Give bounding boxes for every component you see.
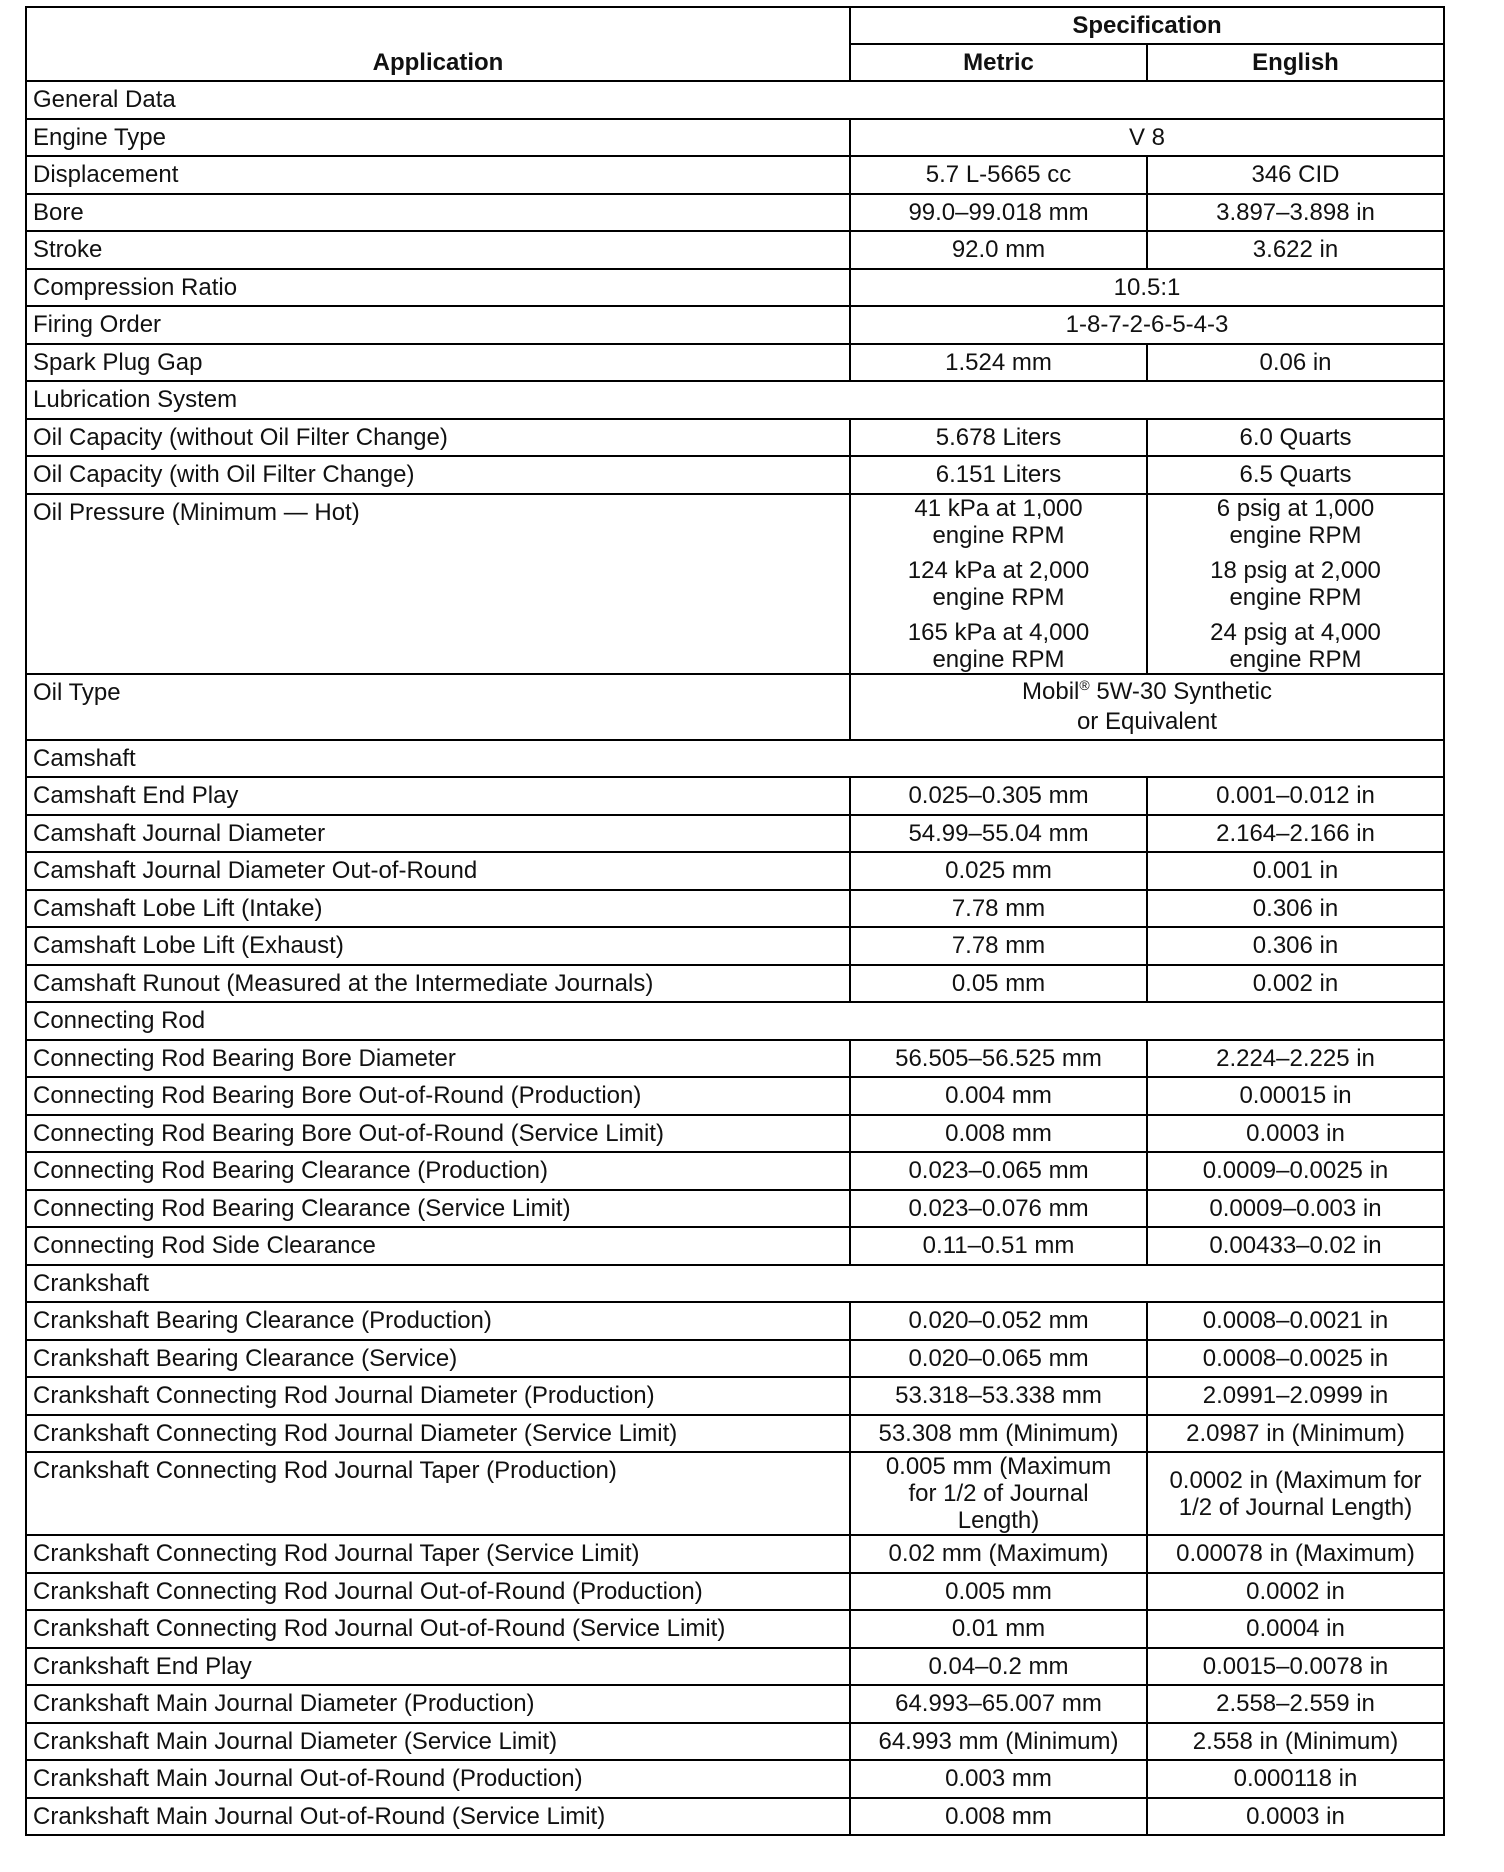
value-line: 1/2 of Journal Length): [1178, 1493, 1413, 1521]
table-body: [26, 81, 1444, 1835]
metric-value: 0.005 mm: [850, 1573, 1147, 1611]
metric-value: 5.7 L-5665 cc: [850, 156, 1147, 194]
metric-value: 0.003 mm: [850, 1760, 1147, 1798]
registered-mark: ®: [1079, 676, 1090, 693]
english-value: 0.0009–0.0025 in: [1147, 1152, 1444, 1190]
english-value: 0.001–0.012 in: [1147, 777, 1444, 815]
value-line: 0.005 mm (Maximum: [885, 1453, 1112, 1480]
section-title: Lubrication System: [26, 381, 1444, 419]
metric-value: 0.008 mm: [850, 1115, 1147, 1153]
metric-header: Metric: [850, 44, 1147, 81]
table-row: [26, 1415, 1444, 1453]
metric-value: 7.78 mm: [850, 927, 1147, 965]
application-cell: Camshaft Journal Diameter: [26, 815, 850, 853]
table-row: [26, 1077, 1444, 1115]
metric-value: 1.524 mm: [850, 344, 1147, 382]
section-row: [26, 1002, 1444, 1040]
table-row: [26, 119, 1444, 157]
application-cell: Camshaft Lobe Lift (Exhaust): [26, 927, 850, 965]
english-value: 0.0003 in: [1147, 1798, 1444, 1836]
table-row: [26, 1152, 1444, 1190]
value-line: engine RPM: [1229, 645, 1362, 673]
application-cell: Camshaft Lobe Lift (Intake): [26, 890, 850, 928]
metric-value: 7.78 mm: [850, 890, 1147, 928]
table-row: [26, 1452, 1444, 1535]
header-row-top: [26, 7, 1444, 44]
value-line: 18 psig at 2,000: [1210, 556, 1381, 584]
application-cell: Crankshaft Connecting Rod Journal Out-of-Round (Production): [26, 1573, 850, 1611]
application-cell: Spark Plug Gap: [26, 344, 850, 382]
application-cell: Displacement: [26, 156, 850, 194]
table-row: [26, 231, 1444, 269]
application-cell: Connecting Rod Bearing Bore Out-of-Round (Production): [26, 1077, 850, 1115]
table-header: [26, 7, 1444, 81]
table-row: [26, 1648, 1444, 1686]
metric-value: [850, 494, 1147, 674]
value-line: 165 kPa at 4,000: [907, 618, 1090, 646]
english-value: 2.558–2.559 in: [1147, 1685, 1444, 1723]
metric-value: 0.004 mm: [850, 1077, 1147, 1115]
application-cell: Crankshaft Connecting Rod Journal Diameter (Service Limit): [26, 1415, 850, 1453]
application-cell: Camshaft Journal Diameter Out-of-Round: [26, 852, 850, 890]
english-value: 6.0 Quarts: [1147, 419, 1444, 457]
oil-grade: 5W-30 Synthetic: [1089, 677, 1272, 705]
english-value: 0.00433–0.02 in: [1147, 1227, 1444, 1265]
value-line: 41 kPa at 1,000: [914, 494, 1083, 522]
value-group: [857, 1453, 1140, 1534]
section-row: [26, 81, 1444, 119]
table-row: [26, 1573, 1444, 1611]
metric-value: 53.318–53.338 mm: [850, 1377, 1147, 1415]
english-value: 0.06 in: [1147, 344, 1444, 382]
application-cell: Connecting Rod Side Clearance: [26, 1227, 850, 1265]
application-cell: Crankshaft Main Journal Diameter (Production): [26, 1685, 850, 1723]
application-cell: Oil Pressure (Minimum — Hot): [26, 494, 850, 674]
metric-value: 0.01 mm: [850, 1610, 1147, 1648]
english-value: 0.002 in: [1147, 965, 1444, 1003]
engine-spec-table: [25, 6, 1445, 1836]
table-row: [26, 852, 1444, 890]
specification-header: Specification: [850, 7, 1444, 44]
english-value: 0.00015 in: [1147, 1077, 1444, 1115]
metric-value: 54.99–55.04 mm: [850, 815, 1147, 853]
application-cell: Crankshaft Main Journal Out-of-Round (Production): [26, 1760, 850, 1798]
english-value: 0.000118 in: [1147, 1760, 1444, 1798]
table-row: [26, 494, 1444, 674]
english-value: 2.0987 in (Minimum): [1147, 1415, 1444, 1453]
metric-value: 0.008 mm: [850, 1798, 1147, 1836]
metric-value: 64.993 mm (Minimum): [850, 1723, 1147, 1761]
spec-value-span: 10.5:1: [850, 269, 1444, 307]
spec-value-span: 1-8-7-2-6-5-4-3: [850, 306, 1444, 344]
value-group: [857, 557, 1140, 611]
english-value: 0.0002 in: [1147, 1573, 1444, 1611]
table-row: [26, 890, 1444, 928]
section-title: Camshaft: [26, 740, 1444, 778]
application-cell: Oil Capacity (without Oil Filter Change): [26, 419, 850, 457]
value-group: [1154, 495, 1437, 549]
table-row: [26, 1227, 1444, 1265]
table-row: [26, 815, 1444, 853]
table-row: [26, 456, 1444, 494]
value-group: [1154, 557, 1437, 611]
english-header: English: [1147, 44, 1444, 81]
english-value: 0.306 in: [1147, 890, 1444, 928]
application-cell: Crankshaft Main Journal Diameter (Service Limit): [26, 1723, 850, 1761]
table-row: [26, 1535, 1444, 1573]
application-cell: Camshaft Runout (Measured at the Intermediate Journals): [26, 965, 850, 1003]
table-row: [26, 1723, 1444, 1761]
spec-value-span: V 8: [850, 119, 1444, 157]
table-row: [26, 674, 1444, 740]
english-value: 2.0991–2.0999 in: [1147, 1377, 1444, 1415]
table-row: [26, 1760, 1444, 1798]
metric-value: 5.678 Liters: [850, 419, 1147, 457]
english-value: 0.0004 in: [1147, 1610, 1444, 1648]
metric-value: 6.151 Liters: [850, 456, 1147, 494]
english-value: 0.001 in: [1147, 852, 1444, 890]
application-cell: Engine Type: [26, 119, 850, 157]
application-cell: Stroke: [26, 231, 850, 269]
value-line: engine RPM: [1229, 521, 1362, 549]
metric-value: 0.025 mm: [850, 852, 1147, 890]
english-value: 2.558 in (Minimum): [1147, 1723, 1444, 1761]
table-row: [26, 1115, 1444, 1153]
english-value: [1147, 494, 1444, 674]
english-value: 0.00078 in (Maximum): [1147, 1535, 1444, 1573]
application-cell: Connecting Rod Bearing Bore Diameter: [26, 1040, 850, 1078]
english-value: 0.0008–0.0025 in: [1147, 1340, 1444, 1378]
table-row: [26, 965, 1444, 1003]
table-row: [26, 1302, 1444, 1340]
application-cell: Crankshaft Connecting Rod Journal Taper (Service Limit): [26, 1535, 850, 1573]
english-value: 0.0009–0.003 in: [1147, 1190, 1444, 1228]
table-row: [26, 306, 1444, 344]
application-cell: Oil Type: [26, 674, 850, 740]
application-cell: Crankshaft Bearing Clearance (Service): [26, 1340, 850, 1378]
table-row: [26, 156, 1444, 194]
application-cell: Oil Capacity (with Oil Filter Change): [26, 456, 850, 494]
section-title: Connecting Rod: [26, 1002, 1444, 1040]
english-value: 0.0008–0.0021 in: [1147, 1302, 1444, 1340]
value-group: [1154, 619, 1437, 673]
english-value: 2.164–2.166 in: [1147, 815, 1444, 853]
value-group: [857, 619, 1140, 673]
english-value: 0.0015–0.0078 in: [1147, 1648, 1444, 1686]
application-cell: Firing Order: [26, 306, 850, 344]
value-line: 6 psig at 1,000: [1216, 494, 1375, 522]
application-cell: Camshaft End Play: [26, 777, 850, 815]
table-row: [26, 1685, 1444, 1723]
section-row: [26, 740, 1444, 778]
metric-value: 0.04–0.2 mm: [850, 1648, 1147, 1686]
english-value: [1147, 1452, 1444, 1535]
metric-value: 0.025–0.305 mm: [850, 777, 1147, 815]
table-row: [26, 194, 1444, 232]
table-row: [26, 927, 1444, 965]
table-row: [26, 1610, 1444, 1648]
table-row: [26, 777, 1444, 815]
value-line: [857, 677, 1437, 707]
application-cell: Bore: [26, 194, 850, 232]
metric-value: 53.308 mm (Minimum): [850, 1415, 1147, 1453]
table-row: [26, 1340, 1444, 1378]
english-value: 0.0003 in: [1147, 1115, 1444, 1153]
english-value: 346 CID: [1147, 156, 1444, 194]
section-row: [26, 1265, 1444, 1303]
application-cell: Connecting Rod Bearing Bore Out-of-Round (Service Limit): [26, 1115, 850, 1153]
table-row: [26, 1798, 1444, 1836]
metric-value: 0.02 mm (Maximum): [850, 1535, 1147, 1573]
spec-value-span: [850, 674, 1444, 740]
value-line: 24 psig at 4,000: [1210, 618, 1381, 646]
metric-value: 0.023–0.065 mm: [850, 1152, 1147, 1190]
metric-value: 0.11–0.51 mm: [850, 1227, 1147, 1265]
value-line: 0.0002 in (Maximum for: [1169, 1466, 1422, 1494]
metric-value: 92.0 mm: [850, 231, 1147, 269]
application-cell: Crankshaft End Play: [26, 1648, 850, 1686]
metric-value: 99.0–99.018 mm: [850, 194, 1147, 232]
table-row: [26, 419, 1444, 457]
table-row: [26, 1377, 1444, 1415]
value-line: engine RPM: [932, 645, 1065, 673]
section-title: Crankshaft: [26, 1265, 1444, 1303]
english-value: 3.897–3.898 in: [1147, 194, 1444, 232]
value-line: for 1/2 of Journal: [908, 1480, 1089, 1507]
application-cell: Crankshaft Connecting Rod Journal Out-of-Round (Service Limit): [26, 1610, 850, 1648]
application-header: Application: [26, 7, 850, 81]
metric-value: 0.020–0.052 mm: [850, 1302, 1147, 1340]
metric-value: [850, 1452, 1147, 1535]
application-cell: Crankshaft Connecting Rod Journal Diameter (Production): [26, 1377, 850, 1415]
metric-value: 64.993–65.007 mm: [850, 1685, 1147, 1723]
metric-value: 0.05 mm: [850, 965, 1147, 1003]
table-row: [26, 1190, 1444, 1228]
value-group: [857, 495, 1140, 549]
application-cell: Crankshaft Main Journal Out-of-Round (Service Limit): [26, 1798, 850, 1836]
application-cell: Crankshaft Bearing Clearance (Production): [26, 1302, 850, 1340]
table-row: [26, 344, 1444, 382]
section-title: General Data: [26, 81, 1444, 119]
application-cell: Connecting Rod Bearing Clearance (Production): [26, 1152, 850, 1190]
english-value: 0.306 in: [1147, 927, 1444, 965]
metric-value: 0.020–0.065 mm: [850, 1340, 1147, 1378]
application-cell: Connecting Rod Bearing Clearance (Service Limit): [26, 1190, 850, 1228]
section-row: [26, 381, 1444, 419]
table-row: [26, 269, 1444, 307]
value-line: engine RPM: [932, 521, 1065, 549]
table-row: [26, 1040, 1444, 1078]
value-line: 124 kPa at 2,000: [907, 556, 1090, 584]
brand-name: Mobil: [1022, 677, 1080, 705]
value-group: [1154, 1467, 1437, 1521]
english-value: 2.224–2.225 in: [1147, 1040, 1444, 1078]
english-value: 6.5 Quarts: [1147, 456, 1444, 494]
value-line: Length): [957, 1507, 1040, 1534]
value-line: engine RPM: [1229, 583, 1362, 611]
value-line: engine RPM: [932, 583, 1065, 611]
application-cell: Compression Ratio: [26, 269, 850, 307]
application-cell: Crankshaft Connecting Rod Journal Taper (Production): [26, 1452, 850, 1535]
english-value: 3.622 in: [1147, 231, 1444, 269]
metric-value: 0.023–0.076 mm: [850, 1190, 1147, 1228]
value-line: or Equivalent: [1076, 707, 1218, 735]
metric-value: 56.505–56.525 mm: [850, 1040, 1147, 1078]
